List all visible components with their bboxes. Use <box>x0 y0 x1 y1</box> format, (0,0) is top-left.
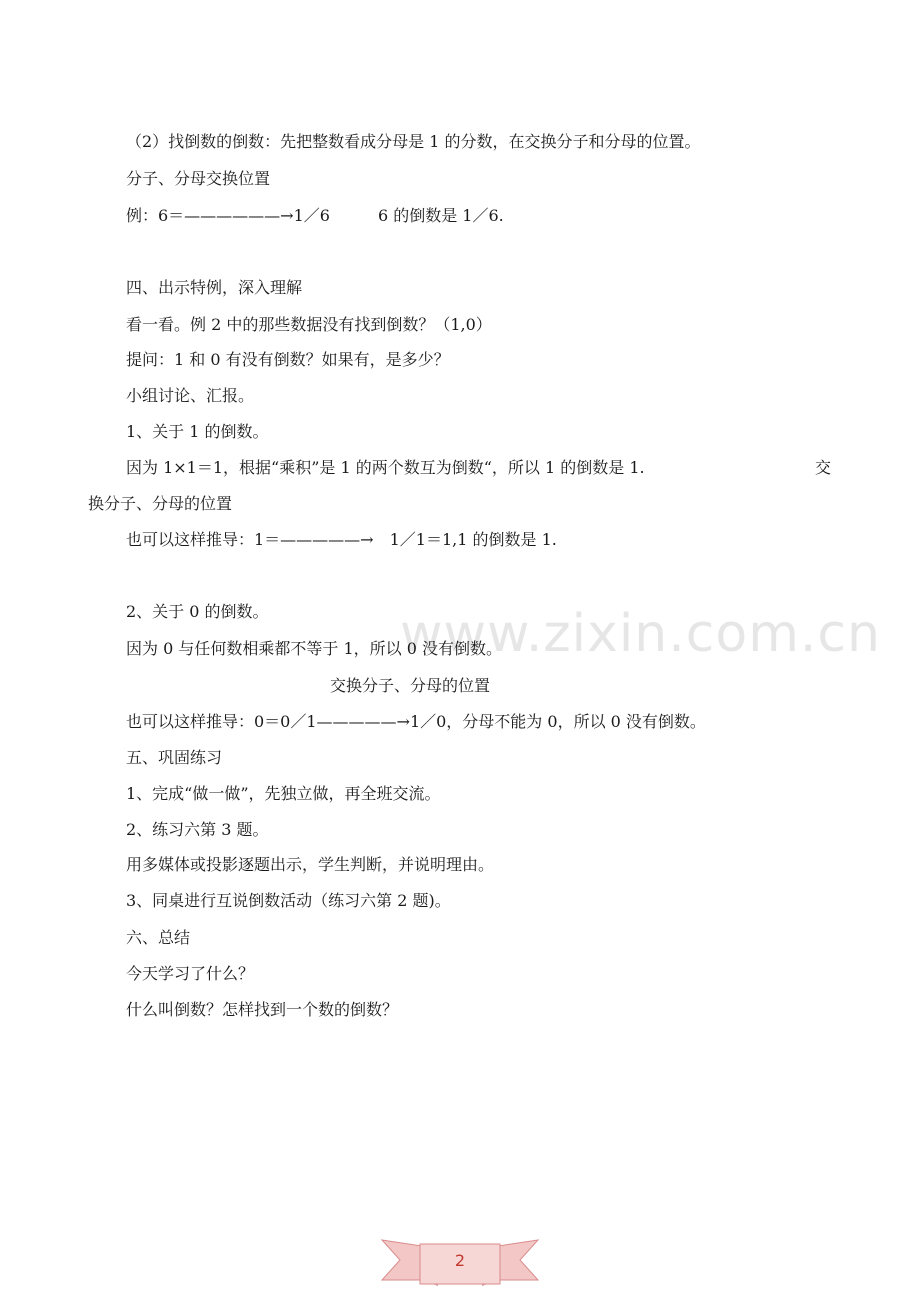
section-heading: 四、出示特例，深入理解 <box>126 278 303 297</box>
text-line: 交 <box>815 458 832 477</box>
text-line: 今天学习了什么？ <box>126 964 255 983</box>
text-line: 也可以这样推导：1＝—————→ 1／1＝1,1 的倒数是 1. <box>126 530 557 549</box>
text-line: 例：6＝——————→1／6 6 的倒数是 1／6. <box>126 206 504 225</box>
text-line: （2）找倒数的倒数：先把整数看成分母是 1 的分数，在交换分子和分母的位置。 <box>126 132 701 151</box>
text-line: 因为 0 与任何数相乘都不等于 1，所以 0 没有倒数。 <box>126 639 502 658</box>
text-line: 提问：1 和 0 有没有倒数？如果有，是多少？ <box>126 350 450 369</box>
text-line: 看一看。例 2 中的那些数据没有找到倒数？（1,0） <box>126 315 492 334</box>
page-number: 2 <box>454 1251 466 1270</box>
text-line: 交换分子、分母的位置 <box>330 676 491 695</box>
text-line: 2、练习六第 3 题。 <box>126 820 269 839</box>
text-line: 换分子、分母的位置 <box>88 494 233 513</box>
text-line: 因为 1×1＝1，根据“乘积”是 1 的两个数互为倒数“，所以 1 的倒数是 1. <box>126 458 645 477</box>
text-line: 1、关于 1 的倒数。 <box>126 422 269 441</box>
text-line: 3、同桌进行互说倒数活动（练习六第 2 题)。 <box>126 891 451 910</box>
text-line: 分子、分母交换位置 <box>126 169 271 188</box>
text-line: 什么叫倒数？怎样找到一个数的倒数？ <box>126 1000 399 1019</box>
text-line: 用多媒体或投影逐题出示，学生判断，并说明理由。 <box>126 855 495 874</box>
text-line: 1、完成“做一做”，先独立做，再全班交流。 <box>126 784 441 803</box>
text-line: 2、关于 0 的倒数。 <box>126 602 269 621</box>
section-heading: 五、巩固练习 <box>126 748 223 767</box>
section-heading: 六、总结 <box>126 928 191 947</box>
watermark: www.zixin.com.cn <box>400 604 881 664</box>
text-line: 小组讨论、汇报。 <box>126 386 255 405</box>
text-line: 也可以这样推导：0＝0／1—————→1／0，分母不能为 0，所以 0 没有倒数。 <box>126 712 706 731</box>
